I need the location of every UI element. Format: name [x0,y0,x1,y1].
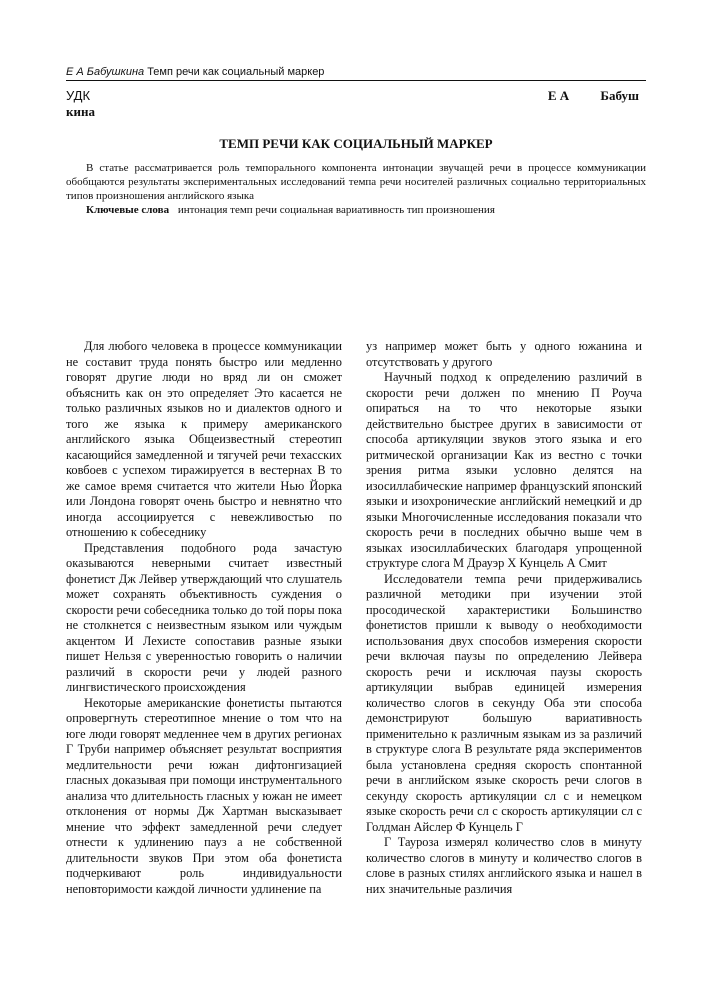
paragraph: Научный подход к определению различий в скорости речи должен по мнению П Роуча опираться на то что некоторые языки действительно быстрее других в зависимости от способа артикуляции звуков этого языка и его ритмической организации Как из вестно с точки зрения ритма языки условно делятся на изосиллабические например французский японский языки и изохронические английский немецкий и др языки Многочисленные исследования показали что скорость речи в последних обычно выше чем в языках изосиллабических благодаря упрощенной структуре слога М Драуэр Х Кунцель А Смит [366,370,642,570]
keywords-label: Ключевые слова [86,204,170,216]
paragraph: Некоторые американские фонетисты пытаются опровергнуть стереотипное мнение о том что на юге люди говорят медленнее чем в других регионах Г Труби например объясняет результат восприятия медлительности речи южан дифтонгизацией гласных доказывая при помощи инструментального анализа что длительность гласных у южан не имеет отклонения от нормы Дж Хартман высказывает мнение что эффект замедленной речи следует отнести к удлинению пауз а не собственной длительности звуков При этом оба фонетиста подчеркивают роль индивидуальности неповторимости каждой личности удлинение па [66,695,342,896]
paragraph: Для любого человека в процессе коммуникации не составит труда понять быстро или медленно говорят другие люди но вряд ли он сможет объяснить как он это определяет Это касается не только различных языков но и диалектов одного и того же языка к примеру американского английского языка Общеизвестный стереотип касающийся замедленной и тягучей речи техасских ковбоев с успехом тиражируется в вестернах В то же самое время считается что жители Нью Йорка или Лондона говорят очень быстро и невнятно что иногда ассоциируется с невежливостью по отношению к собеседнику [66,339,342,539]
author-surname: Бабуш [600,88,639,103]
author-initials: Е А [547,88,570,103]
article-title: ТЕМП РЕЧИ КАК СОЦИАЛЬНЫЙ МАРКЕР [219,136,493,151]
paragraph: уз например может быть у одного южанина и отсутствовать у другого [366,339,642,369]
body-column-left [66,339,342,897]
keywords [86,204,646,216]
paragraph: Г Тауроза измерял количество слов в минуту количество слогов в минуту и количество слогов в слове в разных стилях английского языка и нашел в них значительные различия [366,835,642,896]
body-column-right [366,339,642,897]
running-head [66,66,646,81]
keywords-text: интонация темп речи социальная вариативность тип произношения [177,204,495,216]
author-surname-wrap: кина [66,104,95,119]
author-byline [520,88,639,104]
paragraph: Исследователи темпа речи придерживались различной методики при изучении этой просодической характеристики Большинство фонетистов пришли к выводу о необходимости использования двух способов измерения скорости речи включая паузы по определению Лейвера скорость речи и исключая паузы скорость артикуляции выбрав единицей измерения количество слогов в секунду Оба эти способа демонстрируют большую вариативность применительно к различным языкам из за различий в структуре слога В результате ряда экспериментов была установлена средняя скорость спонтанной речи в английском языке скорость речи слогов в секунду скорость артикуляции сл с и немецком языке скорость речи сл с скорость артикуляции сл с Голдман Айслер Ф Кунцель Г [366,571,642,834]
running-head-author: Е А Бабушкина [66,66,145,78]
udk-label: УДК [66,88,91,103]
udk-line [66,88,639,120]
running-head-title: Темп речи как социальный маркер [147,66,325,78]
abstract-text: В статье рассматривается роль темпорального компонента интонации звучащей речи в процессе коммуникации обобщаются результаты экспериментальных исследований темпа речи носителей различных социально территориальных типов произношения английского языка [66,162,646,202]
paragraph: Представления подобного рода зачастую оказываются неверными считает известный фонетист Дж Лейвер утверждающий что слушатель может сохранять объективность суждения о скорости речи собеседника только до той поры пока не столкнется с неизвестным языком или чуждым акцентом И Лехисте сопоставив разные языки пишет Нельзя с уверенностью говорить о наличии различий в скорости речи у людей разного лингвистического происхождения [66,540,342,694]
abstract [66,161,646,203]
